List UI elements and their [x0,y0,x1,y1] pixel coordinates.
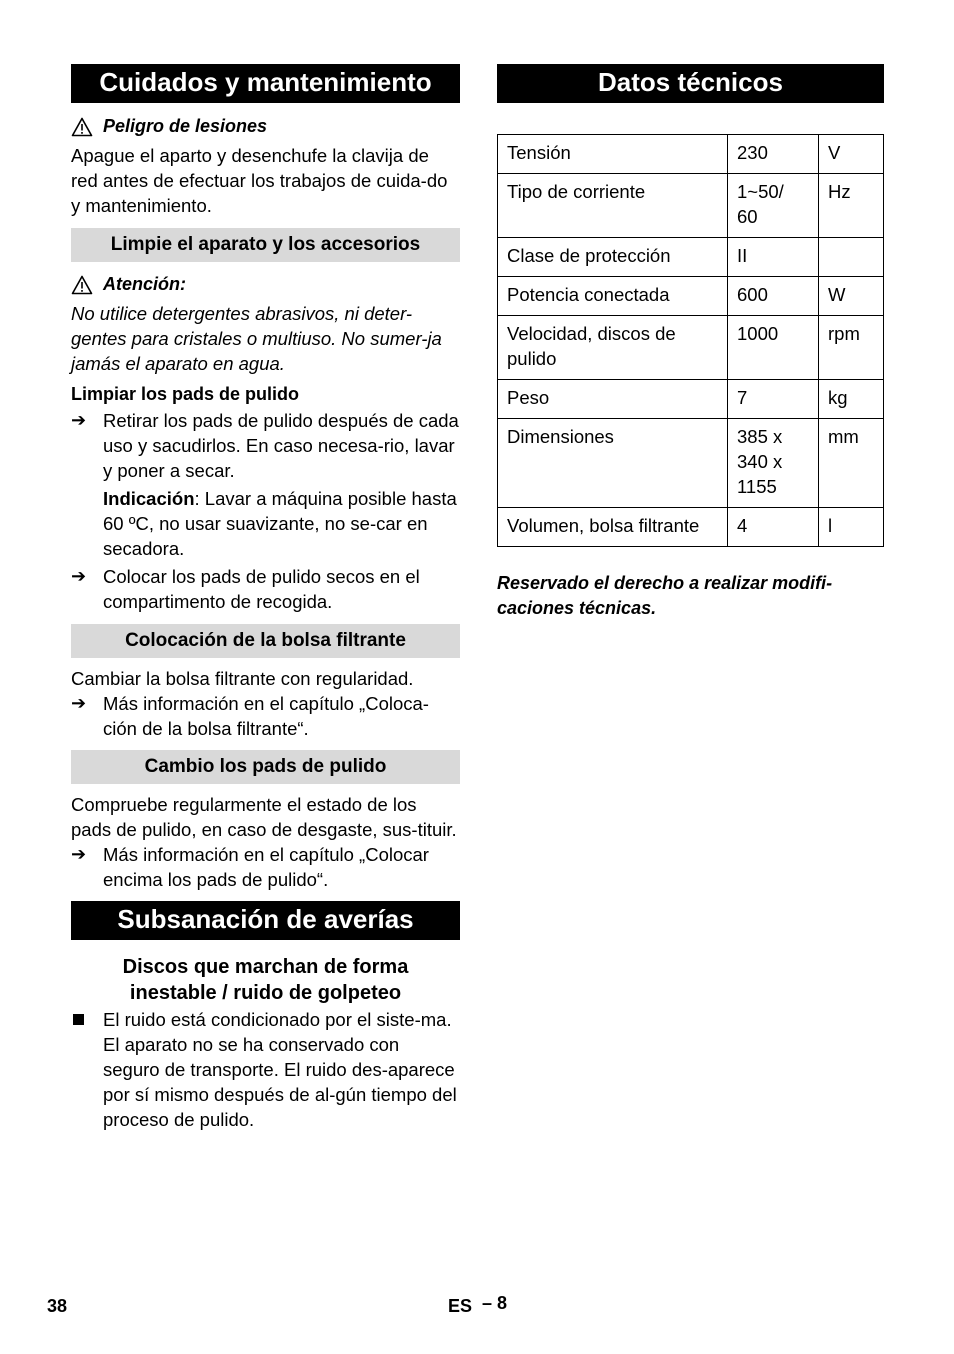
paragraph-detergents: No utilice detergentes abrasivos, ni deter-gentes para cristales o multiuso. No sumer-ja jamás el aparato en agua. [71,303,442,374]
list-item [71,842,460,892]
warning-triangle-icon [71,117,93,137]
language-code: ES [448,1296,473,1316]
cell-value: 4 [728,508,819,547]
warning-label: Peligro de lesiones [103,116,268,136]
arrow-right-icon: ➔ [71,844,87,864]
cell-value: 230 [728,135,819,174]
section-page: – 8 [482,1293,508,1313]
warning-label: Atención: [103,274,186,294]
subheading-discs: Discos que marchan de forma inestable / ruido de golpeteo [122,956,409,1004]
cell-unit: V [819,135,884,174]
cell-label: Volumen, bolsa filtrante [498,508,728,547]
note [103,486,460,561]
cell-label: Tensión [498,135,728,174]
cell-unit: rpm [819,316,884,380]
subheading-clean-pads: Limpiar los pads de pulido [71,384,300,404]
cell-unit: W [819,277,884,316]
table-row [498,238,884,277]
note-label: Indicación [103,488,195,509]
cell-unit: l [819,508,884,547]
table-row [498,174,884,238]
table-row [498,419,884,508]
cell-unit: kg [819,380,884,419]
tech-data-table [497,134,884,547]
left-column [71,64,460,1132]
cell-unit [819,238,884,277]
cell-unit: mm [819,419,884,508]
cell-value: 7 [728,380,819,419]
subsection-heading-clean: Limpie el aparato y los accesorios [71,228,460,262]
cell-value: 1000 [728,316,819,380]
list-item-text: Más información en el capítulo „Coloca-ción de la bolsa filtrante“. [103,693,429,739]
cell-value: 1~50/ 60 [728,174,819,238]
section-heading-faults: Subsanación de averías [71,901,460,940]
cell-value: 385 x 340 x 1155 [728,419,819,508]
list-item [71,408,460,561]
warning-attention [71,272,460,297]
paragraph-unplug: Apague el aparto y desenchufe la clavija de red antes de efectuar los trabajos de cuida-do y mantenimiento. [71,145,448,216]
table-row [498,277,884,316]
list-item [71,564,460,614]
cell-label: Dimensiones [498,419,728,508]
cell-label: Clase de protección [498,238,728,277]
list-item [71,691,460,741]
section-heading-care: Cuidados y mantenimiento [71,64,460,103]
cell-value: 600 [728,277,819,316]
table-row [498,316,884,380]
cell-label: Peso [498,380,728,419]
list-item-text: Más información en el capítulo „Colocar encima los pads de pulido“. [103,844,429,890]
square-bullet-icon [71,1007,103,1132]
table-row [498,135,884,174]
cell-value: II [728,238,819,277]
paragraph-check-pads: Compruebe regularmente el estado de los pads de pulido, en caso de desgaste, sus-tituir. [71,794,457,840]
arrow-right-icon: ➔ [71,693,87,713]
table-row [498,508,884,547]
cell-label: Potencia conectada [498,277,728,316]
list-item [71,1007,460,1132]
cell-label: Tipo de corriente [498,174,728,238]
cell-label: Velocidad, discos de pulido [498,316,728,380]
section-heading-tech-data: Datos técnicos [497,64,884,103]
table-row [498,380,884,419]
right-column [497,64,884,621]
subsection-heading-change-pads: Cambio los pads de pulido [71,750,460,784]
arrow-right-icon: ➔ [71,566,87,586]
cell-unit: Hz [819,174,884,238]
list-item-text: Retirar los pads de pulido después de cada uso y sacudirlos. En caso necesa-rio, lavar y poner a secar. [103,410,459,481]
note-text: : Lavar a máquina posible hasta 60 ºC, no usar suavizante, no se-car en secadora. [103,488,457,559]
page-number: 38 [47,1296,68,1316]
reserved-note: Reservado el derecho a realizar modifi-caciones técnicas. [497,573,833,618]
arrow-right-icon: ➔ [71,410,87,430]
list-item-text: El ruido está condicionado por el siste-ma. El aparato no se ha conservado con seguro de transporte. El ruido des-aparece por sí mismo después de al-gún tiempo del proceso de pulido. [103,1009,457,1130]
paragraph-change-bag: Cambiar la bolsa filtrante con regularidad. [71,668,414,689]
list-item-text: Colocar los pads de pulido secos en el compartimento de recogida. [103,566,420,612]
subsection-heading-filter-bag: Colocación de la bolsa filtrante [71,624,460,658]
warning-injury [71,114,460,139]
warning-triangle-icon [71,275,93,295]
